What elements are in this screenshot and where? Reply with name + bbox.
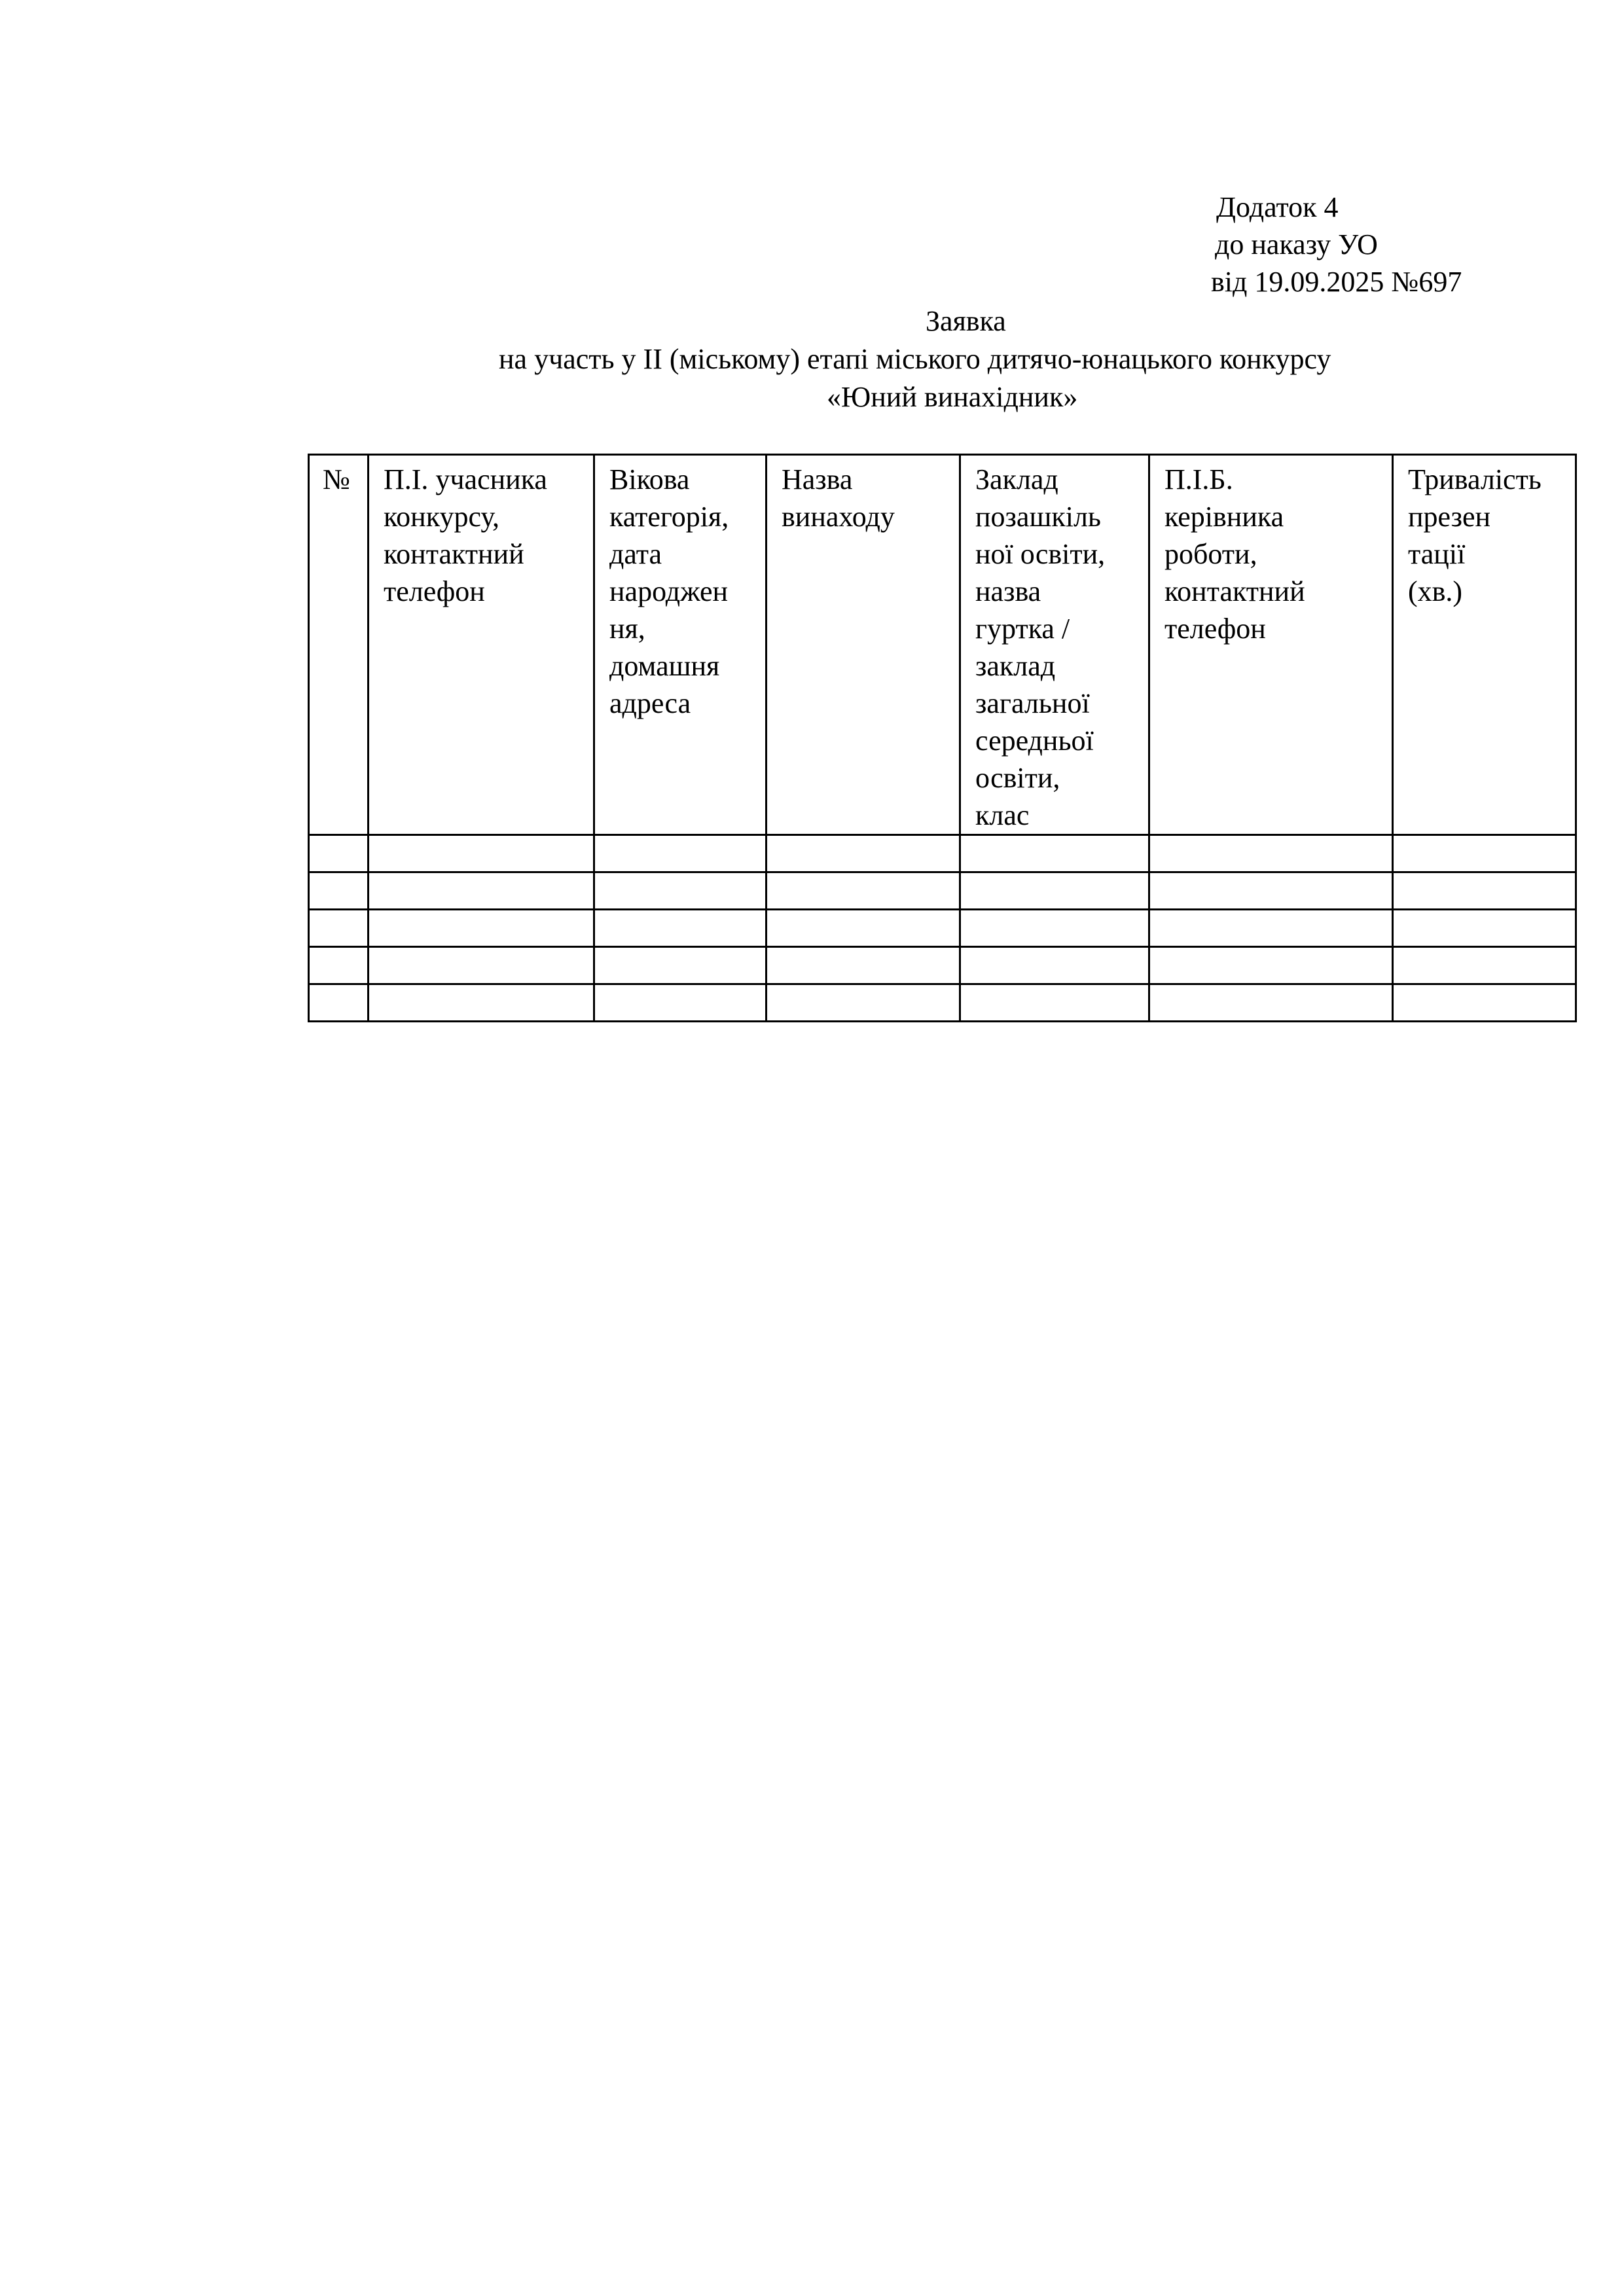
header-invention-name: Назва винаходу: [767, 455, 960, 835]
header-participant: П.І. учасника конкурсу, контактний телефон: [369, 455, 594, 835]
table-cell[interactable]: [309, 872, 369, 910]
header-number: №: [309, 455, 369, 835]
table-cell[interactable]: [594, 947, 767, 984]
table-cell[interactable]: [767, 984, 960, 1022]
table-cell[interactable]: [960, 984, 1149, 1022]
table-body: [309, 835, 1576, 1022]
table-cell[interactable]: [1393, 910, 1576, 947]
table-cell[interactable]: [594, 910, 767, 947]
table-cell[interactable]: [1393, 835, 1576, 872]
header-institution: Заклад позашкіль ної освіти, назва гуртка / заклад загальної середньої освіти, клас: [960, 455, 1149, 835]
annex-block: [1191, 188, 1462, 300]
table-cell[interactable]: [1149, 984, 1393, 1022]
table-cell[interactable]: [309, 910, 369, 947]
table-cell[interactable]: [309, 947, 369, 984]
application-title: Заявка: [926, 305, 1006, 337]
application-subtitle: на участь у ІІ (міському) етапі міського дитячо-юнацького конкурсу: [499, 343, 1331, 375]
table-cell[interactable]: [960, 910, 1149, 947]
table-header-row: [309, 455, 1576, 835]
table-row: [309, 835, 1576, 872]
contest-name: «Юний винахідник»: [827, 381, 1078, 413]
table-row: [309, 872, 1576, 910]
application-heading: [0, 302, 1624, 416]
table-cell[interactable]: [309, 835, 369, 872]
table-cell[interactable]: [767, 835, 960, 872]
header-duration: Тривалість презен тації (хв.): [1393, 455, 1576, 835]
table-cell[interactable]: [767, 947, 960, 984]
annex-number: Додаток 4: [1216, 191, 1339, 223]
table-cell[interactable]: [369, 835, 594, 872]
table-cell[interactable]: [1149, 947, 1393, 984]
table-cell[interactable]: [767, 910, 960, 947]
table-cell[interactable]: [594, 872, 767, 910]
table-cell[interactable]: [309, 984, 369, 1022]
table-cell[interactable]: [594, 984, 767, 1022]
table-cell[interactable]: [369, 984, 594, 1022]
table-cell[interactable]: [1393, 984, 1576, 1022]
table-cell[interactable]: [369, 872, 594, 910]
header-supervisor: П.І.Б. керівника роботи, контактний телефон: [1149, 455, 1393, 835]
table-cell[interactable]: [1393, 872, 1576, 910]
table-cell[interactable]: [1149, 910, 1393, 947]
table-cell[interactable]: [960, 872, 1149, 910]
table-cell[interactable]: [369, 910, 594, 947]
table-row: [309, 947, 1576, 984]
annex-order-ref: до наказу УО: [1215, 228, 1378, 260]
table-cell[interactable]: [1393, 947, 1576, 984]
table-cell[interactable]: [767, 872, 960, 910]
table-cell[interactable]: [1149, 872, 1393, 910]
header-age-category: Вікова категорія, дата народжен ня, домашня адреса: [594, 455, 767, 835]
table-cell[interactable]: [594, 835, 767, 872]
table-row: [309, 984, 1576, 1022]
table-cell[interactable]: [960, 947, 1149, 984]
table-cell[interactable]: [1149, 835, 1393, 872]
table-cell[interactable]: [369, 947, 594, 984]
table-cell[interactable]: [960, 835, 1149, 872]
application-table: [308, 454, 1577, 1022]
annex-order-date: від 19.09.2025 №697: [1211, 266, 1462, 298]
table-row: [309, 910, 1576, 947]
